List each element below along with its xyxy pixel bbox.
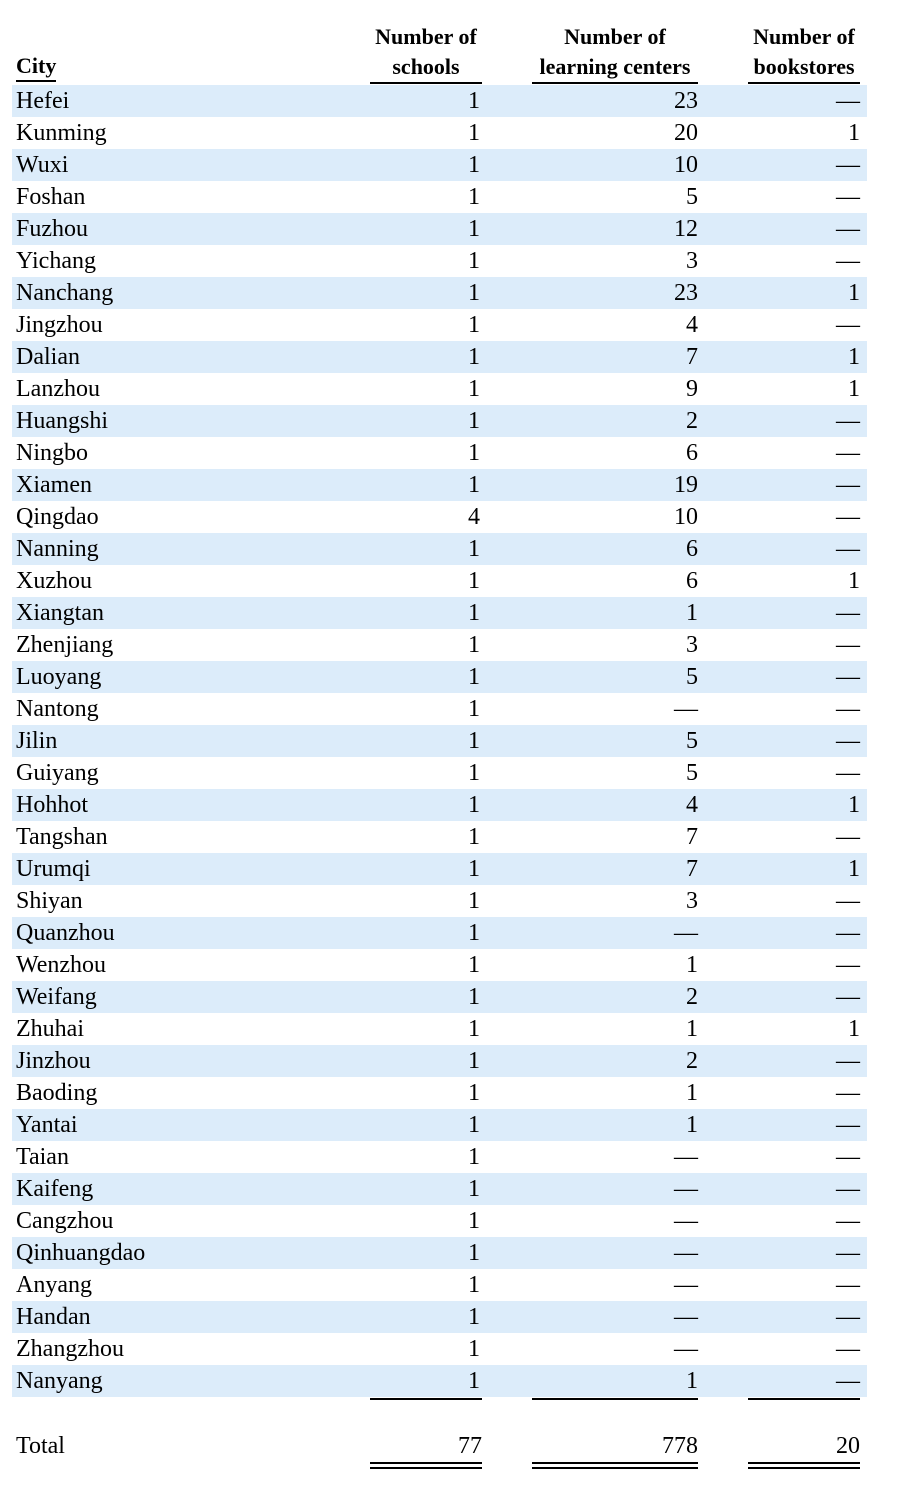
learning-centers-cell: 5	[686, 728, 698, 754]
bookstores-cell: 1	[848, 280, 860, 306]
bookstores-cell: —	[836, 472, 860, 498]
total-double-rule-schools-top	[370, 1462, 482, 1464]
bookstores-cell: —	[836, 696, 860, 722]
city-cell: Handan	[16, 1304, 91, 1330]
learning-centers-cell: 12	[674, 216, 698, 242]
learning-centers-cell: 4	[686, 312, 698, 338]
schools-cell: 1	[468, 88, 480, 114]
table-row	[12, 1045, 867, 1077]
total-double-rule-schools-bottom	[370, 1467, 482, 1469]
schools-cell: 1	[468, 568, 480, 594]
bookstores-cell: —	[836, 1080, 860, 1106]
header-schools-line2: schools	[392, 54, 460, 79]
total-stores: 20	[836, 1433, 860, 1459]
city-cell: Jilin	[16, 728, 58, 754]
learning-centers-cell: —	[674, 1176, 698, 1202]
table-row	[12, 373, 867, 405]
city-cell: Luoyang	[16, 664, 102, 690]
learning-centers-cell: 1	[686, 1112, 698, 1138]
schools-cell: 1	[468, 408, 480, 434]
schools-cell: 1	[468, 472, 480, 498]
total-double-rule-stores-top	[748, 1462, 860, 1464]
bookstores-cell: —	[836, 760, 860, 786]
bookstores-cell: —	[836, 1304, 860, 1330]
bookstores-cell: —	[836, 536, 860, 562]
city-cell: Nanning	[16, 536, 99, 562]
learning-centers-cell: —	[674, 1272, 698, 1298]
bookstores-cell: —	[836, 632, 860, 658]
table-row	[12, 341, 867, 373]
learning-centers-cell: —	[674, 1304, 698, 1330]
table-row	[12, 245, 867, 277]
learning-centers-cell: 3	[686, 888, 698, 914]
schools-cell: 1	[468, 344, 480, 370]
total-label: Total	[16, 1433, 65, 1459]
city-cell: Urumqi	[16, 856, 91, 882]
schools-cell: 1	[468, 1240, 480, 1266]
city-cell: Jingzhou	[16, 312, 103, 338]
city-cell: Tangshan	[16, 824, 108, 850]
schools-cell: 1	[468, 1080, 480, 1106]
header-bookstores	[748, 22, 860, 84]
learning-centers-cell: 19	[674, 472, 698, 498]
header-stores-line1: Number of	[753, 24, 855, 49]
city-cell: Qingdao	[16, 504, 99, 530]
bookstores-cell: —	[836, 1176, 860, 1202]
learning-centers-cell: 23	[674, 280, 698, 306]
header-centers-line1: Number of	[564, 24, 666, 49]
bookstores-cell: —	[836, 952, 860, 978]
schools-cell: 4	[468, 504, 480, 530]
city-cell: Anyang	[16, 1272, 92, 1298]
table-row	[12, 1013, 867, 1045]
learning-centers-cell: 2	[686, 408, 698, 434]
table-row	[12, 885, 867, 917]
city-cell: Guiyang	[16, 760, 99, 786]
city-cell: Yantai	[16, 1112, 78, 1138]
learning-centers-cell: 4	[686, 792, 698, 818]
header-schools	[370, 22, 482, 84]
city-cell: Nanyang	[16, 1368, 103, 1394]
table-row	[12, 1237, 867, 1269]
subtotal-rule-centers	[532, 1398, 698, 1400]
city-cell: Zhuhai	[16, 1016, 84, 1042]
table-row	[12, 917, 867, 949]
table-row	[12, 629, 867, 661]
header-stores-line2: bookstores	[753, 54, 855, 79]
schools-cell: 1	[468, 824, 480, 850]
table-row	[12, 789, 867, 821]
total-schools: 77	[458, 1433, 482, 1459]
schools-cell: 1	[468, 440, 480, 466]
table-row	[12, 949, 867, 981]
table-row	[12, 757, 867, 789]
total-centers: 778	[662, 1433, 698, 1459]
bookstores-cell: 1	[848, 856, 860, 882]
city-cell: Dalian	[16, 344, 80, 370]
bookstores-cell: —	[836, 1144, 860, 1170]
subtotal-rule-schools	[370, 1398, 482, 1400]
bookstores-cell: —	[836, 1272, 860, 1298]
table-row	[12, 1365, 867, 1397]
bookstores-cell: 1	[848, 120, 860, 146]
schools-cell: 1	[468, 152, 480, 178]
learning-centers-cell: —	[674, 920, 698, 946]
learning-centers-cell: —	[674, 1240, 698, 1266]
learning-centers-cell: 1	[686, 1080, 698, 1106]
schools-cell: 1	[468, 696, 480, 722]
city-cell: Hefei	[16, 88, 70, 114]
bookstores-cell: —	[836, 1240, 860, 1266]
city-cell: Baoding	[16, 1080, 98, 1106]
learning-centers-cell: 7	[686, 344, 698, 370]
schools-cell: 1	[468, 632, 480, 658]
table-row	[12, 1077, 867, 1109]
city-cell: Lanzhou	[16, 376, 100, 402]
learning-centers-cell: 1	[686, 1368, 698, 1394]
learning-centers-cell: 2	[686, 1048, 698, 1074]
bookstores-cell: —	[836, 440, 860, 466]
learning-centers-cell: 6	[686, 568, 698, 594]
schools-cell: 1	[468, 888, 480, 914]
table-row	[12, 1109, 867, 1141]
schools-cell: 1	[468, 536, 480, 562]
schools-cell: 1	[468, 1336, 480, 1362]
city-cell: Wuxi	[16, 152, 69, 178]
schools-cell: 1	[468, 760, 480, 786]
city-cell: Hohhot	[16, 792, 88, 818]
table-row	[12, 469, 867, 501]
learning-centers-cell: 5	[686, 760, 698, 786]
table-row	[12, 85, 867, 117]
bookstores-cell: —	[836, 88, 860, 114]
bookstores-cell: —	[836, 600, 860, 626]
city-cell: Xuzhou	[16, 568, 92, 594]
city-cell: Kaifeng	[16, 1176, 94, 1202]
city-cell: Yichang	[16, 248, 96, 274]
city-cell: Nanchang	[16, 280, 114, 306]
learning-centers-cell: 5	[686, 664, 698, 690]
schools-cell: 1	[468, 1016, 480, 1042]
schools-cell: 1	[468, 1112, 480, 1138]
schools-cell: 1	[468, 120, 480, 146]
city-cell: Taian	[16, 1144, 69, 1170]
table-row	[12, 405, 867, 437]
city-cell: Ningbo	[16, 440, 88, 466]
bookstores-cell: 1	[848, 792, 860, 818]
table-row	[12, 501, 867, 533]
table-row	[12, 1269, 867, 1301]
city-cell: Xiamen	[16, 472, 92, 498]
table-row	[12, 213, 867, 245]
bookstores-cell: —	[836, 216, 860, 242]
city-cell: Jinzhou	[16, 1048, 91, 1074]
table-row	[12, 309, 867, 341]
bookstores-cell: 1	[848, 1016, 860, 1042]
schools-cell: 1	[468, 1368, 480, 1394]
bookstores-cell: —	[836, 152, 860, 178]
city-cell: Fuzhou	[16, 216, 88, 242]
header-learning-centers	[532, 22, 698, 84]
table-row	[12, 149, 867, 181]
learning-centers-cell: 20	[674, 120, 698, 146]
bookstores-cell: —	[836, 312, 860, 338]
table-row	[12, 1205, 867, 1237]
bookstores-cell: —	[836, 728, 860, 754]
learning-centers-cell: 6	[686, 440, 698, 466]
city-cell: Foshan	[16, 184, 86, 210]
learning-centers-cell: 23	[674, 88, 698, 114]
bookstores-cell: —	[836, 1208, 860, 1234]
learning-centers-cell: 6	[686, 536, 698, 562]
table-row	[12, 1301, 867, 1333]
total-double-rule-stores-bottom	[748, 1467, 860, 1469]
schools-cell: 1	[468, 1048, 480, 1074]
bookstores-cell: —	[836, 1048, 860, 1074]
learning-centers-cell: —	[674, 696, 698, 722]
bookstores-cell: —	[836, 248, 860, 274]
city-cell: Quanzhou	[16, 920, 115, 946]
bookstores-cell: —	[836, 824, 860, 850]
bookstores-cell: 1	[848, 344, 860, 370]
header-schools-line1: Number of	[375, 24, 477, 49]
schools-cell: 1	[468, 792, 480, 818]
learning-centers-cell: 1	[686, 952, 698, 978]
learning-centers-cell: 5	[686, 184, 698, 210]
city-cell: Qinhuangdao	[16, 1240, 146, 1266]
subtotal-rule-stores	[748, 1398, 860, 1400]
table-row	[12, 277, 867, 309]
table-row	[12, 181, 867, 213]
table-row	[12, 533, 867, 565]
schools-cell: 1	[468, 184, 480, 210]
table-row	[12, 1141, 867, 1173]
header-city: City	[16, 52, 56, 82]
learning-centers-cell: —	[674, 1336, 698, 1362]
learning-centers-cell: 10	[674, 504, 698, 530]
bookstores-cell: —	[836, 984, 860, 1010]
schools-cell: 1	[468, 600, 480, 626]
city-cell: Cangzhou	[16, 1208, 114, 1234]
total-double-rule-centers-top	[532, 1462, 698, 1464]
bookstores-cell: —	[836, 1112, 860, 1138]
learning-centers-cell: 3	[686, 632, 698, 658]
schools-cell: 1	[468, 984, 480, 1010]
learning-centers-cell: 9	[686, 376, 698, 402]
table-row	[12, 693, 867, 725]
table-row	[12, 1333, 867, 1365]
city-cell: Nantong	[16, 696, 99, 722]
table-row	[12, 821, 867, 853]
bookstores-cell: —	[836, 1336, 860, 1362]
schools-cell: 1	[468, 1272, 480, 1298]
schools-cell: 1	[468, 952, 480, 978]
schools-cell: 1	[468, 664, 480, 690]
table-row	[12, 437, 867, 469]
learning-centers-cell: 1	[686, 1016, 698, 1042]
city-cell: Huangshi	[16, 408, 108, 434]
city-cell: Zhenjiang	[16, 632, 114, 658]
schools-cell: 1	[468, 1176, 480, 1202]
learning-centers-cell: 3	[686, 248, 698, 274]
bookstores-cell: —	[836, 664, 860, 690]
schools-cell: 1	[468, 1208, 480, 1234]
schools-cell: 1	[468, 216, 480, 242]
learning-centers-cell: 1	[686, 600, 698, 626]
bookstores-cell: —	[836, 184, 860, 210]
total-double-rule-centers-bottom	[532, 1467, 698, 1469]
learning-centers-cell: 2	[686, 984, 698, 1010]
schools-cell: 1	[468, 728, 480, 754]
city-cell: Weifang	[16, 984, 97, 1010]
bookstores-cell: —	[836, 920, 860, 946]
table-row	[12, 661, 867, 693]
city-cell: Shiyan	[16, 888, 83, 914]
learning-centers-cell: 7	[686, 856, 698, 882]
bookstores-cell: —	[836, 888, 860, 914]
city-cell: Xiangtan	[16, 600, 104, 626]
schools-cell: 1	[468, 312, 480, 338]
city-cell: Kunming	[16, 120, 107, 146]
city-cell: Zhangzhou	[16, 1336, 124, 1362]
table-row	[12, 725, 867, 757]
table-row	[12, 1173, 867, 1205]
bookstores-cell: —	[836, 1368, 860, 1394]
schools-cell: 1	[468, 248, 480, 274]
table-row	[12, 597, 867, 629]
schools-cell: 1	[468, 1304, 480, 1330]
learning-centers-cell: —	[674, 1144, 698, 1170]
schools-cell: 1	[468, 280, 480, 306]
bookstores-cell: —	[836, 504, 860, 530]
bookstores-cell: —	[836, 408, 860, 434]
learning-centers-cell: 10	[674, 152, 698, 178]
schools-cell: 1	[468, 920, 480, 946]
learning-centers-cell: 7	[686, 824, 698, 850]
table-row	[12, 117, 867, 149]
header-centers-line2: learning centers	[539, 54, 691, 79]
bookstores-cell: 1	[848, 568, 860, 594]
table-row	[12, 565, 867, 597]
schools-cell: 1	[468, 1144, 480, 1170]
table-row	[12, 853, 867, 885]
learning-centers-cell: —	[674, 1208, 698, 1234]
schools-cell: 1	[468, 856, 480, 882]
city-cell: Wenzhou	[16, 952, 107, 978]
table-row	[12, 981, 867, 1013]
bookstores-cell: 1	[848, 376, 860, 402]
schools-cell: 1	[468, 376, 480, 402]
